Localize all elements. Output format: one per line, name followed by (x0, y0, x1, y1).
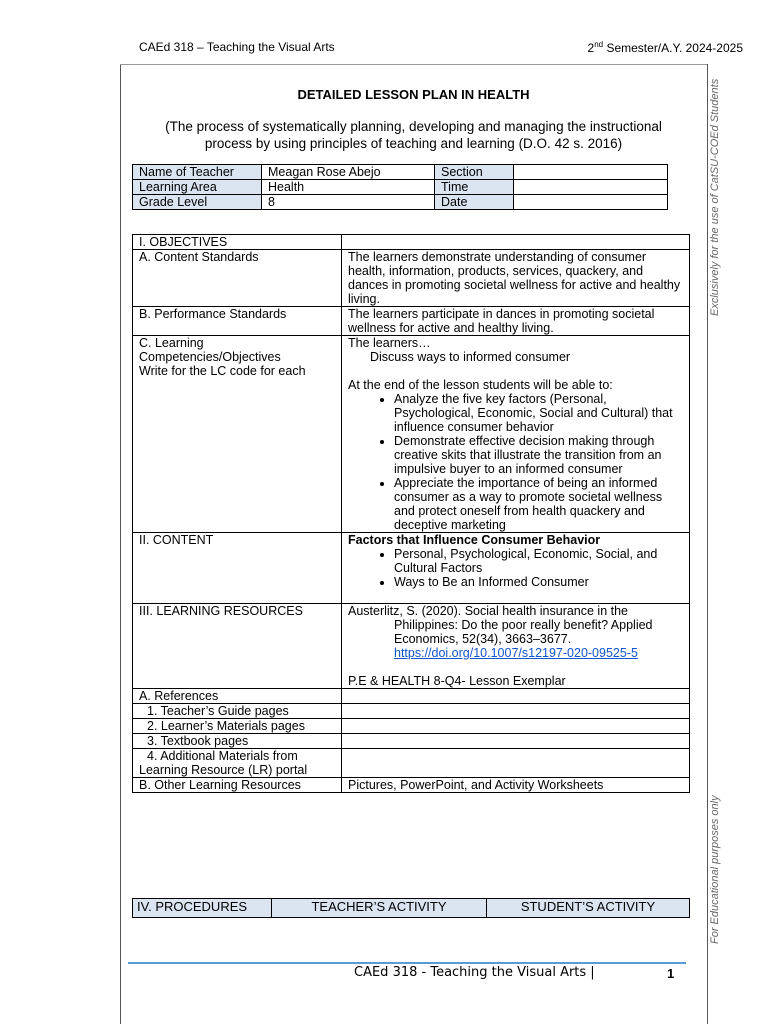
learning-resources-row (133, 604, 690, 689)
textbook-value (342, 734, 690, 749)
competencies-row (133, 336, 690, 533)
teacher-value: Meagan Rose Abejo (262, 165, 435, 180)
date-value (514, 195, 668, 210)
content-label: II. CONTENT (133, 533, 342, 604)
other-resources-row (133, 778, 690, 793)
lesson-plan-table (132, 234, 690, 793)
learners-materials-row (133, 719, 690, 734)
performance-standards-label: B. Performance Standards (133, 307, 342, 336)
objectives-blank (342, 235, 690, 250)
additional-materials-row (133, 749, 690, 778)
competency-text: Discuss ways to informed consumer (370, 350, 571, 364)
page-number: 1 (667, 966, 675, 981)
objective-item: • Appreciate the importance of being an informed consumer as a way to promote societal wellness and protect oneself from health quackery and deceptive marketing (394, 476, 683, 532)
competencies-label (133, 336, 342, 533)
semester-number: 2 (587, 41, 595, 55)
section-label: Section (435, 165, 514, 180)
reference-doi-link[interactable]: https://doi.org/10.1007/s12197-020-09525-5 (394, 646, 638, 660)
content-item: • Personal, Psychological, Economic, Social, and Cultural Factors (394, 547, 683, 575)
reference-first-line: Austerlitz, S. (2020). Social health insurance in the (348, 604, 629, 618)
content-list (348, 547, 683, 589)
grade-label: Grade Level (133, 195, 262, 210)
additional-materials-value (342, 749, 690, 778)
header-divider (120, 64, 707, 65)
time-label: Time (435, 180, 514, 195)
textbook-label: 3. Textbook pages (133, 734, 342, 749)
references-label: A. References (133, 689, 342, 704)
date-label: Date (435, 195, 514, 210)
competencies-end-statement: At the end of the lesson students will be able to: (348, 378, 613, 392)
references-row (133, 689, 690, 704)
grade-value: 8 (262, 195, 435, 210)
reference-continuation: Philippines: Do the poor really benefit? Applied Economics, 52(34), 3663–3677. (394, 618, 653, 646)
teachers-guide-row (133, 704, 690, 719)
info-row-area (133, 180, 668, 195)
header-course: CAEd 318 – Teaching the Visual Arts (139, 40, 335, 54)
learners-materials-label: 2. Learner’s Materials pages (133, 719, 342, 734)
content-value (342, 533, 690, 604)
learning-resources-value (342, 604, 690, 689)
teachers-guide-value (342, 704, 690, 719)
footer-divider (128, 962, 686, 964)
content-standards-row (133, 250, 690, 307)
additional-materials-line-2: Learning Resource (LR) portal (139, 763, 308, 777)
student-activity-column: STUDENT’S ACTIVITY (487, 899, 690, 918)
left-margin-line (120, 64, 121, 1024)
section-value (514, 165, 668, 180)
right-margin-line (707, 64, 708, 1024)
side-note-top: Exclusively for the use of CatSU-COEd Students (709, 78, 721, 316)
objective-item: • Analyze the five key factors (Personal, Psychological, Economic, Social and Cultural) that influence consumer behavior (394, 392, 683, 434)
content-title: Factors that Influence Consumer Behavior (348, 533, 601, 547)
content-row (133, 533, 690, 604)
objective-item: • Demonstrate effective decision making through creative skits that illustrate the transition from an impulsive buyer to an informed consumer (394, 434, 683, 476)
teacher-label: Name of Teacher (133, 165, 262, 180)
competencies-label-line-2: Competencies/Objectives (139, 350, 281, 364)
learners-materials-value (342, 719, 690, 734)
performance-standards-row (133, 307, 690, 336)
textbook-row (133, 734, 690, 749)
references-blank (342, 689, 690, 704)
document-subtitle: (The process of systematically planning, developing and managing the instructional process by using principles of teaching and learning (D.O. 42 s. 2016) (165, 119, 662, 151)
performance-standards-value: The learners participate in dances in promoting societal wellness for active and healthy living. (342, 307, 690, 336)
other-resources-label: B. Other Learning Resources (133, 778, 342, 793)
additional-materials-line-1: 4. Additional Materials from (147, 749, 298, 763)
teachers-guide-label: 1. Teacher’s Guide pages (133, 704, 342, 719)
content-standards-value: The learners demonstrate understanding of consumer health, information, products, services, quackery, and dances in promoting societal wellness for active and healthy living. (342, 250, 690, 307)
objectives-row (133, 235, 690, 250)
additional-materials-label (133, 749, 342, 778)
teacher-info-table (132, 164, 668, 210)
learning-resources-label: III. LEARNING RESOURCES (133, 604, 342, 689)
area-value: Health (262, 180, 435, 195)
header-semester (588, 40, 743, 55)
other-resources-value: Pictures, PowerPoint, and Activity Worksheets (342, 778, 690, 793)
area-label: Learning Area (133, 180, 262, 195)
objectives-list (348, 392, 683, 532)
semester-text: Semester/A.Y. 2024-2025 (603, 41, 743, 55)
competencies-intro: The learners… (348, 336, 431, 350)
content-item: • Ways to Be an Informed Consumer (394, 575, 683, 589)
side-note-bottom: For Educational purposes only (709, 795, 721, 944)
semester-suffix: nd (594, 40, 604, 49)
competencies-label-line-3: Write for the LC code for each (139, 364, 306, 378)
objectives-heading: I. OBJECTIVES (133, 235, 342, 250)
info-row-grade (133, 195, 668, 210)
procedures-header-row (133, 899, 690, 918)
lesson-exemplar: P.E & HEALTH 8-Q4- Lesson Exemplar (348, 674, 566, 688)
competencies-value (342, 336, 690, 533)
teacher-activity-column: TEACHER’S ACTIVITY (272, 899, 487, 918)
footer-course: CAEd 318 - Teaching the Visual Arts | (354, 965, 595, 980)
content-standards-label: A. Content Standards (133, 250, 342, 307)
info-row-teacher (133, 165, 668, 180)
document-title: DETAILED LESSON PLAN IN HEALTH (297, 87, 530, 102)
procedures-header-table (132, 898, 690, 918)
procedures-column: IV. PROCEDURES (133, 899, 272, 918)
competencies-label-line-1: C. Learning (139, 336, 204, 350)
time-value (514, 180, 668, 195)
